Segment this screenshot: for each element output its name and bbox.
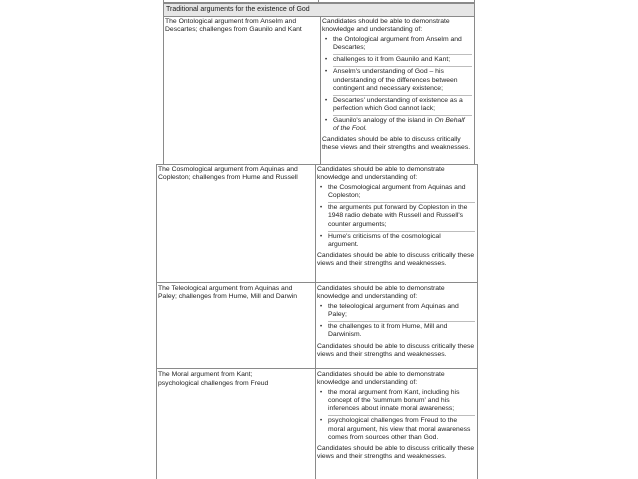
topic-line: The Moral argument from Kant; bbox=[158, 371, 253, 378]
outro-text: Candidates should be able to discuss critically these views and their strengths and weaknesses. bbox=[317, 342, 475, 358]
topic-cell bbox=[158, 371, 313, 401]
intro-text: Candidates should be able to demonstrate knowledge and understanding of: bbox=[317, 166, 445, 182]
topic-text: The Ontological argument from Anselm and Descartes; challenges from Gaunilo and Kant bbox=[165, 18, 302, 34]
list-item: • the challenges to it from Hume, Mill and Darwinism. bbox=[320, 323, 448, 339]
topic-cell bbox=[165, 18, 318, 58]
list-item: • Descartes' understanding of existence as a perfection which God cannot lack; bbox=[333, 96, 472, 116]
content-cell bbox=[317, 285, 475, 368]
topic-text: The Teleological argument from Aquinas and Paley; challenges from Hume, Mill and Darwin bbox=[158, 285, 298, 301]
list-item: • the arguments put forward by Copleston in the 1948 radio debate with Russell and Russell's counter arguments; bbox=[328, 203, 475, 231]
content-cell bbox=[317, 166, 475, 282]
bullet-list bbox=[317, 183, 475, 251]
topic-cell bbox=[158, 285, 313, 315]
table-border bbox=[315, 164, 316, 479]
outro-text: Candidates should be able to discuss critically these views and their strengths and weaknesses. bbox=[322, 136, 471, 152]
table-border bbox=[320, 16, 321, 164]
table-header: Traditional arguments for the existence of God bbox=[163, 3, 475, 17]
bullet-list bbox=[322, 35, 472, 135]
topic-line: psychological challenges from Freud bbox=[158, 380, 269, 388]
outro-text: Candidates should be able to discuss critically these views and their strengths and weaknesses. bbox=[317, 444, 475, 460]
list-item: • psychological challenges from Freud to the moral argument, his view that moral awareness comes from sources other than God. bbox=[320, 417, 471, 441]
list-item: • the Ontological argument from Anselm and Descartes; bbox=[333, 35, 472, 55]
content-cell bbox=[317, 371, 475, 479]
table-border bbox=[477, 164, 478, 479]
list-item: • the teleological argument from Aquinas and Paley; bbox=[328, 302, 475, 322]
list-item: • Anselm's understanding of God – his understanding of the differences between contingent and necessary existence; bbox=[333, 67, 472, 95]
table-border bbox=[474, 16, 475, 164]
content-cell bbox=[322, 18, 472, 164]
table-border bbox=[156, 164, 157, 479]
list-item: • the moral argument from Kant, including his concept of the 'summum bonum' and his inferences about innate moral awareness; bbox=[328, 388, 475, 416]
intro-text: Candidates should be able to demonstrate knowledge and understanding of: bbox=[317, 285, 445, 301]
list-item: • Gaunilo's analogy of the island in On Behalf of the Fool. bbox=[325, 116, 465, 133]
bullet-list bbox=[317, 388, 475, 444]
list-item: • challenges to it from Gaunilo and Kant; bbox=[333, 55, 472, 67]
intro-text: Candidates should be able to demonstrate knowledge and understanding of: bbox=[322, 18, 450, 34]
table-border bbox=[163, 16, 164, 164]
bullet-list bbox=[317, 302, 475, 341]
topic-text: The Cosmological argument from Aquinas and Copleston; challenges from Hume and Russell bbox=[158, 166, 298, 182]
row-divider bbox=[156, 368, 478, 369]
topic-cell bbox=[158, 166, 313, 196]
row-divider bbox=[156, 282, 478, 283]
intro-text: Candidates should be able to demonstrate knowledge and understanding of: bbox=[317, 371, 445, 387]
outro-text: Candidates should be able to discuss critically these views and their strengths and weaknesses. bbox=[317, 251, 475, 267]
list-item: • the Cosmological argument from Aquinas and Copleston; bbox=[328, 183, 475, 203]
table-border bbox=[156, 164, 478, 165]
list-item: • Hume's criticisms of the cosmological argument. bbox=[320, 232, 441, 248]
